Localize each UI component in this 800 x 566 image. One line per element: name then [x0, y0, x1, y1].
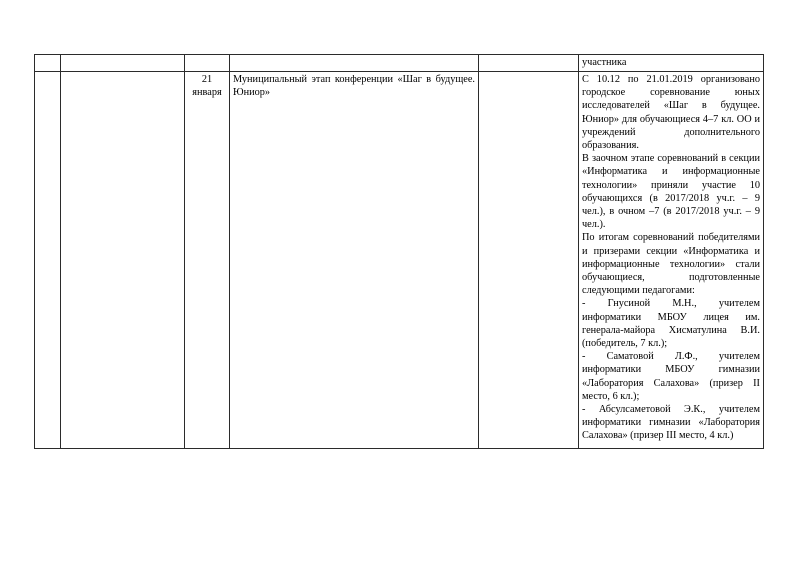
cell-date: [185, 55, 230, 72]
table-row: [35, 72, 764, 449]
cell-number: [35, 55, 61, 72]
table-body: [35, 55, 764, 449]
result-paragraph: - Абсулсаметовой Э.К., учителем информатики гимназии «Лаборатория Салахова» (призер III место, 4 кл.): [582, 404, 760, 442]
cell-date-month: января: [192, 87, 222, 99]
cell-responsible: [479, 55, 579, 72]
result-paragraph: - Гнусиной М.Н., учителем информатики МБОУ лицея им. генерала-майора Хисматулина В.И. (победитель, 7 кл.);: [582, 298, 760, 350]
cell-responsible: [479, 72, 579, 449]
result-paragraph: В заочном этапе соревнований в секции «Информатика и информационные технологии» приняли участие 10 обучающихся (в 2017/2018 уч.г. – 9 чел.), в очном –7 (в 2017/2018 уч.г. – 9 чел.).: [582, 153, 760, 231]
table-row: [35, 55, 764, 72]
cell-block: [61, 72, 185, 449]
result-paragraph: - Саматовой Л.Ф., учителем информатики МБОУ гимназии «Лаборатория Салахова» (призер II место, 6 кл.);: [582, 351, 760, 402]
cell-block: [61, 55, 185, 72]
cell-result: [579, 72, 764, 449]
cell-date-day: 21: [201, 74, 213, 85]
cell-date: [185, 72, 230, 449]
cell-number: [35, 72, 61, 449]
result-paragraph: По итогам соревнований победителями и призерами секции «Информатика и информационные технологии» стали обучающиеся, подготовленные следующими педагогами:: [582, 232, 760, 297]
cell-result: участника: [579, 55, 764, 72]
cell-event: Муниципальный этап конференции «Шаг в будущее. Юниор»: [230, 72, 479, 449]
schedule-table: [34, 54, 764, 449]
cell-event: [230, 55, 479, 72]
result-paragraph: С 10.12 по 21.01.2019 организовано городское соревнование юных исследователей «Шаг в будущее. Юниор» для обучающиеся 4–7 кл. ОО и учреждений дополнительного образования.: [582, 74, 760, 152]
